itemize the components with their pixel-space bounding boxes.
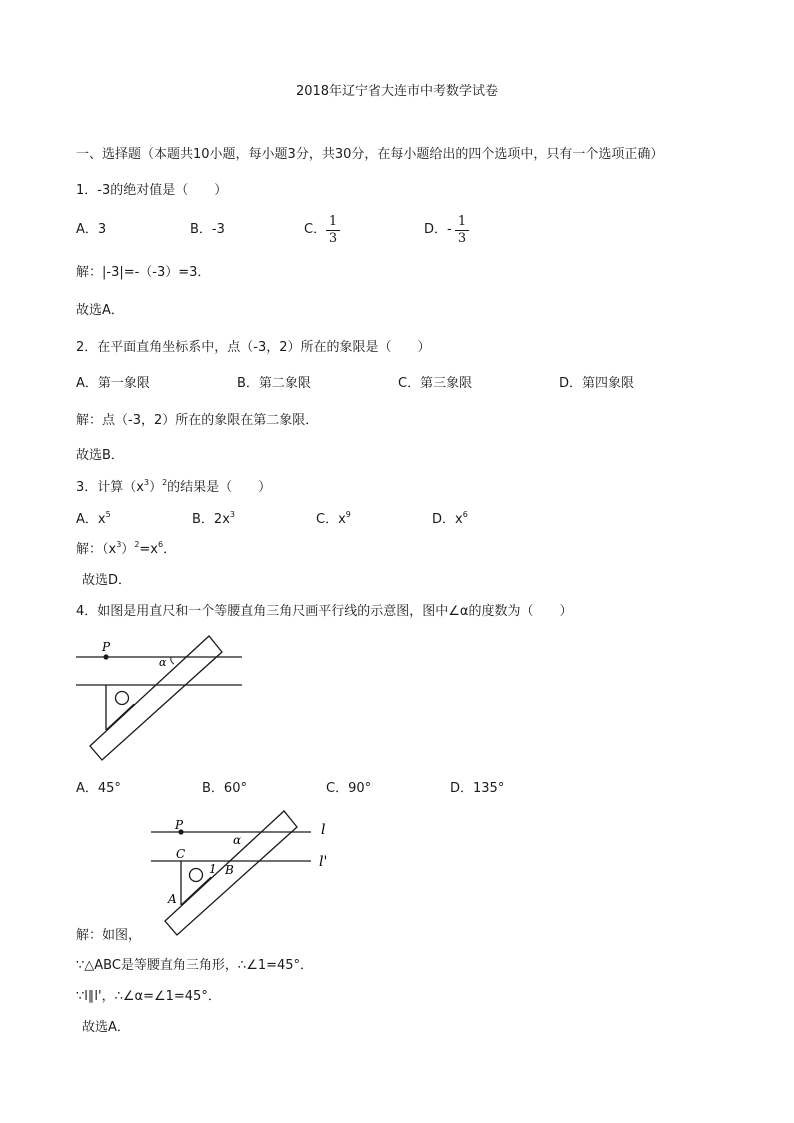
q1-stem: 1．-3的绝对值是（ ）: [76, 183, 228, 198]
vertex-a-label: A: [168, 892, 177, 906]
fraction-denominator: 3: [457, 231, 467, 246]
exam-title: 2018年辽宁省大连市中考数学试卷: [295, 84, 499, 99]
q4-answer: 故选A．: [82, 1020, 130, 1035]
q4-solution-figure: [145, 805, 345, 940]
q4-figure-ruler-triangle: [70, 630, 250, 765]
fraction-denominator: 3: [328, 231, 338, 246]
q1-option-b: B．-3: [190, 222, 225, 237]
vertex-c-label: C: [176, 847, 186, 861]
q4-solution-step2: ∵l∥l'，∴∠α=∠1=45°．: [76, 989, 221, 1004]
q3-option-c: C．$x^9$: [316, 510, 351, 527]
q4-option-c: C．90°: [326, 781, 372, 796]
section-heading: 一、选择题（本题共10小题，每小题3分，共30分，在每小题给出的四个选项中，只有一个选项正确）: [76, 147, 664, 162]
point-p-label: P: [102, 640, 111, 654]
q3-stem: 3．计算$(x^3)^2$的结果是（ ）: [76, 478, 272, 495]
q2-solution: 解：点（-3，2）所在的象限在第二象限．: [76, 413, 319, 428]
angle-alpha-label: α: [233, 833, 242, 847]
angle-alpha-label: α: [159, 656, 167, 669]
q1-answer: 故选A．: [76, 303, 124, 318]
q1-option-c: C．: [304, 222, 327, 237]
q1-option-c-fraction: [326, 215, 340, 246]
point-p-label: P: [175, 818, 184, 832]
angle-1-label: 1: [209, 862, 217, 876]
q3-option-a: A．$x^5$: [76, 510, 111, 527]
q2-option-b: B．第二象限: [237, 376, 311, 391]
q2-stem: 2．在平面直角坐标系中，点（-3，2）所在的象限是（ ）: [76, 340, 431, 355]
q3-solution: 解：$(x^3)^2=x^6$．: [76, 540, 177, 557]
q1-option-d-fraction: [455, 215, 469, 246]
q4-stem: 4．如图是用直尺和一个等腰直角三角尺画平行线的示意图，图中∠α的度数为（ ）: [76, 604, 573, 619]
q3-option-b: B．$2x^3$: [192, 510, 235, 527]
vertex-b-label: B: [225, 863, 234, 877]
q1-option-d: D．-: [424, 222, 452, 237]
q2-option-c: C．第三象限: [398, 376, 473, 391]
q1-solution: 解：|-3|=-（-3）=3．: [76, 265, 211, 280]
q4-solution-step1: ∵△ABC是等腰直角三角形，∴∠1=45°．: [76, 958, 314, 973]
q4-solution-intro: 解：如图，: [76, 928, 142, 943]
q2-option-a: A．第一象限: [76, 376, 150, 391]
fraction-numerator: 1: [328, 214, 338, 229]
q4-option-b: B．60°: [202, 781, 247, 796]
q3-option-d: D．$x^6$: [432, 510, 468, 527]
q1-option-a: A．3: [76, 222, 107, 237]
q4-option-a: A．45°: [76, 781, 121, 796]
fraction-numerator: 1: [457, 214, 467, 229]
q2-answer: 故选B．: [76, 448, 124, 463]
q3-answer: 故选D．: [82, 573, 132, 588]
line-l-label: l: [321, 822, 326, 838]
line-l-prime-label: l': [319, 854, 328, 870]
q2-option-d: D．第四象限: [559, 376, 635, 391]
q4-option-d: D．135°: [450, 781, 505, 796]
